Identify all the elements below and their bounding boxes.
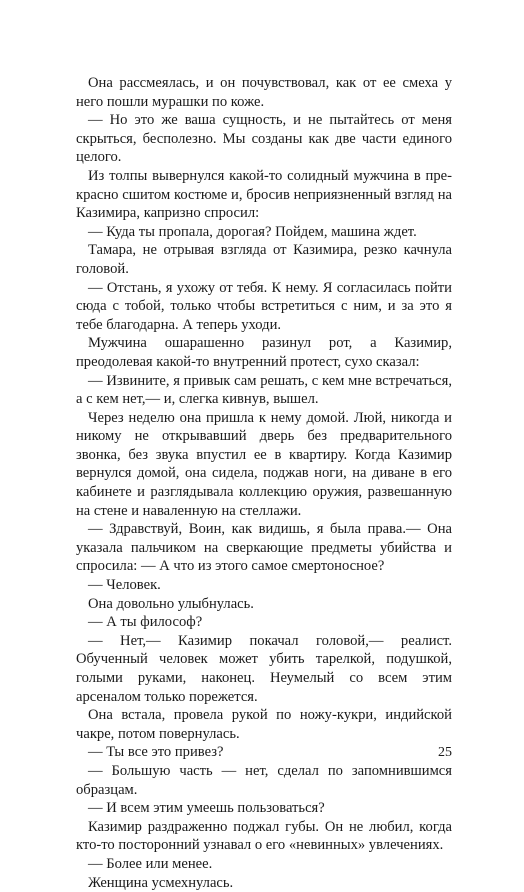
paragraph: — А ты философ? xyxy=(88,614,203,631)
paragraph: — Человек. xyxy=(88,577,161,594)
paragraph: — Отстань, я ухожу от тебя. К нему. Я согласилась пойти сюда с тобой, только чтобы встретиться с ним, и за это я тебе благодарна. А теперь уходи. xyxy=(76,279,452,333)
paragraph: — Извините, я привык сам решать, с кем мне встречаться, а с кем нет,— и, слегка кивнув, вышел. xyxy=(76,372,452,408)
paragraph: Из толпы вывернулся какой-то солидный мужчина в прекрасно сшитом костюме и, бросив неприязненный взгляд на Казимира, капризно спросил: xyxy=(76,167,452,222)
paragraph: — Нет,— Казимир покачал головой,— реалист. Обученный человек может убить тарелкой, подушкой, голыми руками, наконец. Неумелый со всем этим арсеналом только порежется. xyxy=(76,632,452,705)
body-text xyxy=(76,74,452,892)
paragraph: Тамара, не отрывая взгляда от Казимира, резко качнула головой. xyxy=(76,242,452,277)
paragraph: Она встала, провела рукой по ножу-кукри, индийской чакре, потом повернулась. xyxy=(76,707,452,742)
paragraph: — Куда ты пропала, дорогая? Пойдем, машина ждет. xyxy=(88,223,417,240)
paragraph: Она довольно улыбнулась. xyxy=(88,595,254,612)
paragraph: — Большую часть — нет, сделал по запомнившимся образцам. xyxy=(76,762,452,798)
paragraph: — И всем этим умеешь пользоваться? xyxy=(88,800,325,817)
paragraph: Через неделю она пришла к нему домой. Люй, никогда и никому не открывавший дверь без предварительного звонка, без звука впустил ее в квартиру. Когда Казимир вернулся домой, она сидела, поджав ноги, на диване в его кабинете и разглядывала коллекцию оружия, развешанную на стене и наваленную на стеллажи. xyxy=(76,409,452,519)
paragraph: — Здравствуй, Воин, как видишь, я была права.— Она указала пальчиком на сверкающие предметы убийства и спросила: — А что из этого самое смертоносное? xyxy=(76,521,452,575)
page-number: 25 xyxy=(438,745,452,760)
paragraph: Она рассмеялась, и он почувствовал, как от ее смеха у него пошли мурашки по коже. xyxy=(76,75,452,110)
paragraph: Мужчина ошарашенно разинул рот, а Казимир, преодолевая какой-то внутренний протест, сухо сказал: xyxy=(76,335,452,370)
paragraph: — Более или менее. xyxy=(88,855,213,872)
paragraph: — Ты все это привез? xyxy=(88,744,224,761)
paragraph: Казимир раздраженно поджал губы. Он не любил, когда кто-то посторонний узнавал о его «невинных» увлечениях. xyxy=(76,818,452,854)
paragraph: Женщина усмехнулась. xyxy=(88,874,234,891)
paragraph: — Но это же ваша сущность, и не пытайтесь от меня скрыться, бесполезно. Мы созданы как две части единого целого. xyxy=(76,112,452,166)
